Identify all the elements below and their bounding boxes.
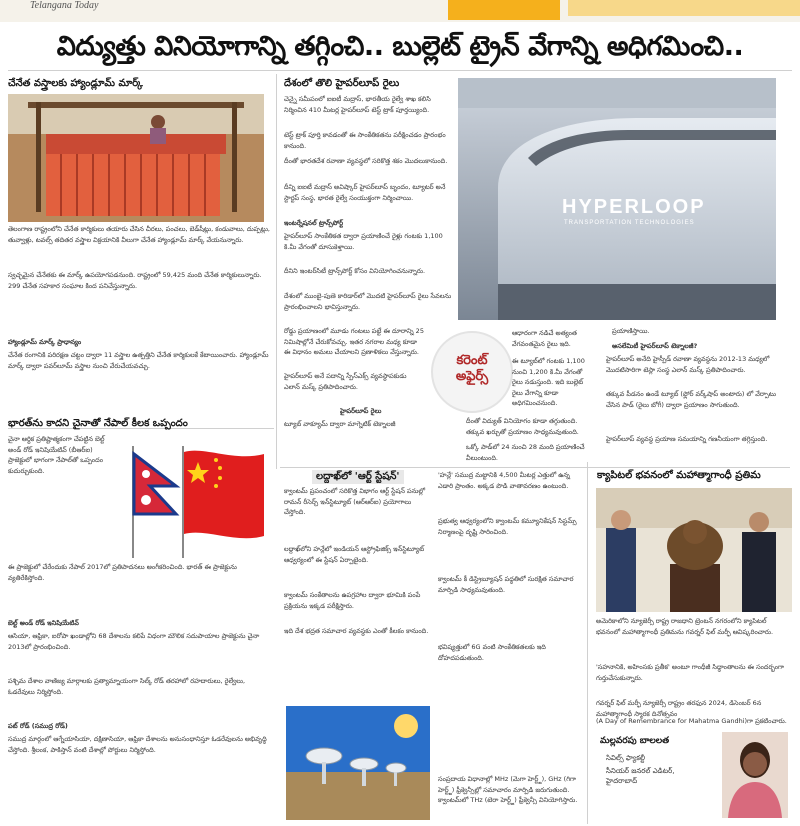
hyperloop-train-image — [458, 78, 776, 320]
hyperloop-paragraph-6: దీనిని ఇంటర్‌సిటీ ట్రాన్స్‌పోర్ట్ కోసం వినియోగించనున్నారు. — [284, 267, 426, 275]
masthead-strip — [568, 0, 800, 16]
ladakh-paragraph-3: క్వాంటమ్ సంకేతాలను ఉపగ్రహాల ద్వారా భూమికి పంపే ప్రక్రియను ఇక్కడ పరీక్షిస్తారు. — [284, 591, 421, 610]
hyperloop-paragraph-2: టెస్ట్ ట్రాక్ పూర్తి కావడంతో ఈ సాంకేతికతను పరీక్షించడం ప్రారంభం కానుంది. — [284, 131, 446, 150]
hyperloop-paragraph-13: దీంతో విద్యుత్ వినియోగం కూడా తగ్గుతుంది. తక్కువ ఖర్చుతో ప్రయాణం సాధ్యమవుతుంది. — [466, 417, 579, 436]
hyperloop-paragraph-3: దీంతో భారతదేశ రవాణా వ్యవస్థలో సరికొత్త శకం మొదలుకానుంది. — [284, 157, 448, 165]
hyperloop-paragraph-5: హైపర్‌లూప్ సాంకేతికత ద్వారా ప్రయాణించే రైళ్లు గంటకు 1,100 కి.మీ వేగంతో దూసుకెళ్తాయి. — [284, 232, 443, 251]
ladakh-title: లద్దాఖ్‌లో 'ఆర్ట్ స్టేషన్' — [312, 470, 404, 484]
nepal-subheading-2: పట్ రోడ్ (సముద్ర రోడ్) — [8, 722, 68, 730]
author-box — [592, 728, 797, 824]
hyperloop-paragraph-11: ఆధారంగా నడిచే అత్యంత వేగవంతమైన రైలు ఇది. — [512, 329, 577, 348]
handloom-loom-image — [8, 94, 264, 222]
nepal-paragraph-2: ఈ ప్రాజెక్టులో చేరేందుకు నేపాల్ 2017లో ప్రతిపాదనలు అంగీకరించింది. భారత్ ఈ ప్రాజెక్టును వ్యతిరేకిస్తోంది. — [8, 563, 237, 582]
handloom-paragraph-3: చేనేత రంగానికి పరిరక్షణ చట్టం ద్వారా 11 వస్త్రాల ఉత్పత్తిని చేనేత కార్మికులకే కేటాయించారు. హ్యాండ్లూమ్ మార్క్ ద్వారా పవర్‌లూమ్ వస్త్రాల నుంచి వేరుచేయవచ్చు. — [8, 351, 269, 370]
column-divider — [587, 462, 588, 824]
badge-line-1: కరెంట్ — [456, 353, 488, 368]
hyperloop-paragraph-10: ట్యూబ్ వాక్యూమ్ ద్వారా మాగ్నెటిక్ టెక్నాలజీ — [284, 420, 396, 428]
hyperloop-brand-subtext: TRANSPORTATION TECHNOLOGIES — [564, 220, 695, 226]
hyperloop-paragraph-14: ఒక్కో పాడ్‌లో 24 నుంచి 28 మంది ప్రయాణించే వీలుంటుంది. — [466, 443, 585, 462]
gandhi-paragraph-4: (A Day of Remembrance for Mahatma Gandhi)గా ప్రకటించారు. — [596, 717, 787, 725]
hyperloop-paragraph-7: దేశంలో ముంబై-పుణె కారిడార్‌లో మొదటి హైపర్‌లూప్ రైలు సేవలను ప్రారంభించాలని భావిస్తున్నారు. — [284, 292, 452, 311]
headline-divider — [8, 70, 792, 71]
nepal-paragraph-4: పశ్చిమ దేశాల వాణిజ్య మార్గాలకు ప్రత్యామ్నాయంగా సిల్క్ రోడ్ తరహాలో రహదారులు, రైల్వేలు, ఓడరేవులు నిర్మిస్తోంది. — [8, 677, 246, 696]
masthead — [0, 0, 800, 22]
gandhi-title: క్యాపిటల్ భవనంలో మహాత్మాగాంధీ ప్రతిమ — [597, 470, 761, 481]
nepal-paragraph-5: సముద్ర మార్గంలో ఆగ్నేయాసియా, దక్షిణాసియా, ఆఫ్రికా దేశాలను అనుసంధానిస్తూ ఓడరేవులను అభివృద్ధి చేస్తోంది. శ్రీలంక, పాకిస్తాన్ వంటి దేశాల్లో పోర్టులు నిర్మిస్తోంది. — [8, 735, 267, 754]
hanle-paragraph-3: క్వాంటమ్ కీ డిస్ట్రిబ్యూషన్ పద్ధతిలో సురక్షిత సమాచార మార్పిడి సాధ్యమవుతుంది. — [438, 575, 574, 594]
ladakh-paragraph-2: లద్దాఖ్‌లోని హన్లేలో ఇండియన్ ఆస్ట్రోఫిజిక్స్ ఇన్‌స్టిట్యూట్ ఆధ్వర్యంలో ఈ స్టేషన్ ఏర్పాటైంది. — [284, 545, 425, 564]
gandhi-paragraph-2: 'సహనానికి, అహింసకు ప్రతీక' అంటూ గాంధీజీ సిద్ధాంతాలను ఈ సందర్భంగా గుర్తుచేసుకున్నారు. — [596, 663, 785, 682]
handloom-title: చేనేత వస్త్రాలకు హ్యాండ్లూమ్ మార్క్ — [8, 78, 143, 89]
handloom-subheading: హ్యాండ్లూమ్ మార్క్ ప్రాధాన్యం — [8, 338, 82, 346]
author-place: సీనియర్ జనరల్ ఎడిటర్, హైదరాబాద్ — [606, 767, 675, 785]
hyperloop-brand-text: HYPERLOOP — [562, 196, 706, 218]
hyperloop-right-subheading: అసలేమిటీ హైపర్‌లూప్ టెక్నాలజీ? — [612, 342, 698, 350]
gandhi-paragraph-3: గవర్నర్ ఫిల్ మర్ఫీ న్యూజెర్సీ రాష్ట్రం తరఫున 2024, డిసెంబర్ 6న మహాత్మాగాంధీ స్మారక దినోత్సవం — [596, 699, 762, 718]
hyperloop-right-paragraph-2: హైపర్‌లూప్ అనేది హైస్పీడ్ రవాణా వ్యవస్థను 2012-13 మధ్యలో మొదటిసారిగా టెస్లా సంస్థ ఎలాన్ మస్క్ ప్రతిపాదించారు. — [606, 355, 770, 374]
author-photo — [722, 732, 788, 818]
hanle-paragraph-1: 'హన్లే' సముద్ర మట్టానికి 4,500 మీటర్ల ఎత్తులో ఉన్న ఎడారి ప్రాంతం. అక్కడ పొడి వాతావరణం ఉంటుంది. — [438, 471, 570, 490]
hyperloop-right-paragraph-1: ప్రయాణిస్తాయి. — [612, 327, 650, 335]
masthead-logo — [448, 0, 560, 20]
hanle-paragraph-2: ప్రభుత్వ ఆధ్వర్యంలోని క్వాంటమ్ కమ్యూనికేషన్ సిస్టమ్స్ నిర్మాణంపై దృష్టి సారించింది. — [438, 517, 577, 536]
hyperloop-paragraph-8: రోడ్డు ప్రయాణంలో మూడు గంటలు పట్టే ఈ దూరాన్ని 25 నిమిషాల్లోనే చేరుకోవచ్చు. ఇతర నగరాల మధ్య కూడా ఈ విధానం అమలు చేయాలని ప్రణాళికలు వేస్తున్నారు. — [284, 327, 424, 357]
column-divider — [276, 74, 277, 469]
hanle-paragraph-4: భవిష్యత్తులో 6G వంటి సాంకేతికతలకు ఇది దోహదపడుతుంది. — [438, 643, 546, 662]
ladakh-paragraph-1: క్వాంటమ్ ప్రపంచంలో సరికొత్త విభాగం ఆర్ట్ స్టేషన్ పనుల్లో రామన్ రీసెర్చ్ ఇన్‌స్టిట్యూట్ (ఆర్ఆర్ఐ) ప్రయోగాలు చేస్తోంది. — [284, 487, 426, 517]
hyperloop-subheading-1: ఇంటర్నేషనల్ ట్రాన్స్‌పోర్ట్ — [284, 219, 344, 227]
hyperloop-paragraph-4: దీన్ని ఐఐటీ మద్రాస్ అవిష్కార్ హైపర్‌లూప్ బృందం, ట్యూటర్ అనే స్టార్టప్ సంస్థ, భారత రైల్వే సంయుక్తంగా నిర్మించాయి. — [284, 183, 446, 202]
nepal-paragraph-3: ఆసియా, ఆఫ్రికా, ఐరోపా ఖండాల్లోని 68 దేశాలను కలిపే విధంగా మౌలిక సదుపాయాల ప్రాజెక్టును చైనా 2013లో ప్రారంభించింది. — [8, 632, 260, 651]
current-affairs-badge — [431, 331, 513, 413]
author-role: సివిల్స్ ఫ్యాకల్టీ — [606, 754, 645, 762]
ladakh-antenna-image — [286, 706, 430, 820]
gandhi-statue-image — [596, 488, 792, 612]
hyperloop-title: దేశంలో తొలి హైపర్‌లూప్ రైలు — [284, 78, 400, 89]
gandhi-paragraph-1: అమెరికాలోని న్యూజెర్సీ రాష్ట్ర రాజధాని ట్రెంటన్ నగరంలోని క్యాపిటల్ భవనంలో మహాత్మాగాంధీ ప్రతిమను గవర్నర్ ఫిల్ మర్ఫీ ఆవిష్కరించారు. — [596, 617, 774, 636]
hyperloop-paragraph-1: చెన్నై సమీపంలో ఐఐటీ మద్రాస్, భారతీయ రైల్వే శాఖ కలిసి నిర్మించిన 410 మీటర్ల హైపర్‌లూప్ టెస్ట్ ట్రాక్ పూర్తయ్యింది. — [284, 95, 431, 114]
hyperloop-right-paragraph-4: హైపర్‌లూప్ వ్యవస్థ ప్రయాణ సమయాన్ని గణనీయంగా తగ్గిస్తుంది. — [606, 435, 768, 443]
hyperloop-paragraph-12: ఈ ట్యూబ్‌లో గంటకు 1,100 నుంచి 1,200 కి.మీ వేగంతో రైలు నడుస్తుంది. ఇది బుల్లెట్ రైలు వేగాన్ని కూడా అధిగమించనుంది. — [512, 357, 585, 408]
handloom-paragraph-2: స్వచ్ఛమైన చేనేతకు ఈ మార్క్ ఉపయోగపడనుంది. రాష్ట్రంలో 59,425 మంది చేనేత కార్మికులున్నారు. 299 చేనేత సహకార సంఘాల కింద పనిచేస్తున్నారు. — [8, 271, 262, 290]
ladakh-paragraph-4: ఇది దేశ భద్రత సమాచార వ్యవస్థకు ఎంతో కీలకం కానుంది. — [284, 627, 429, 635]
nepal-title: భారత్‌ను కాదని చైనాతో నేపాల్ కీలక ఒప్పందం — [8, 418, 188, 429]
section-divider — [280, 467, 790, 468]
nepal-paragraph-1: చైనా ఆర్థిక ప్రతిష్టాత్మకంగా చేపట్టిన బెల్ట్ అండ్ రోడ్ ఇనిషియేటివ్ (బీఆర్ఐ) ప్రాజెక్టులో భాగంగా నేపాల్‌తో ఒప్పందం కుదుర్చుకుంది. — [8, 435, 105, 475]
nepal-china-flags-image — [124, 436, 270, 560]
hyperloop-paragraph-9: హైపర్‌లూప్ అనే పదాన్ని స్పేస్ఎక్స్ వ్యవస్థాపకుడు ఎలాన్ మస్క్ ప్రతిపాదించారు. — [284, 372, 407, 391]
handloom-paragraph-1: తెలంగాణ రాష్ట్రంలోని చేనేత కార్మికులు తయారు చేసిన చీరలు, పంచలు, బెడ్‌షీట్లు, కండువాలు, దుప్పట్లు, తువ్వాళ్లు, టవల్స్ తదితర వస్త్రాల విక్రయానికి వీలుగా చేనేత హ్యాండ్లూమ్ మార్క్ వేయనున్నారు. — [8, 225, 271, 244]
badge-line-2: అఫైర్స్ — [455, 369, 489, 384]
hyperloop-subheading-2: హైపర్‌లూప్ రైలు — [340, 407, 382, 415]
author-name: మల్లవరపు బాలలత — [600, 736, 670, 746]
brand-text: Telangana Today — [30, 0, 99, 11]
page-headline: విద్యుత్తు వినియోగాన్ని తగ్గించి.. బుల్లెట్ ట్రైన్ వేగాన్ని అధిగమించి.. — [56, 31, 744, 62]
nepal-subheading-1: బెల్ట్ అండ్ రోడ్ ఇనిషియేటివ్ — [8, 619, 79, 627]
hyperloop-right-paragraph-3: తక్కువ పీడనం ఉండే ట్యూబ్ (ఫ్లోర్ వర్క్‌షాప్ అంటారు) లో వేర్పాటు చేసిన పాడ్ (రైలు బోగీ) ద్వారా ప్రయాణం సాగుతుంది. — [606, 390, 777, 409]
hanle-paragraph-5: సంప్రదాయ విధానాల్లో MHz (మెగా హెర్ట్జ్), GHz (గిగా హెర్ట్జ్) ఫ్రీక్వెన్సీల్లో సమాచారం మార్పిడి జరుగుతుంది. క్వాంటమ్‌లో THz (టెరా హెర్ట్జ్) ఫ్రీక్వెన్సీ వినియోగిస్తారు. — [438, 775, 578, 805]
